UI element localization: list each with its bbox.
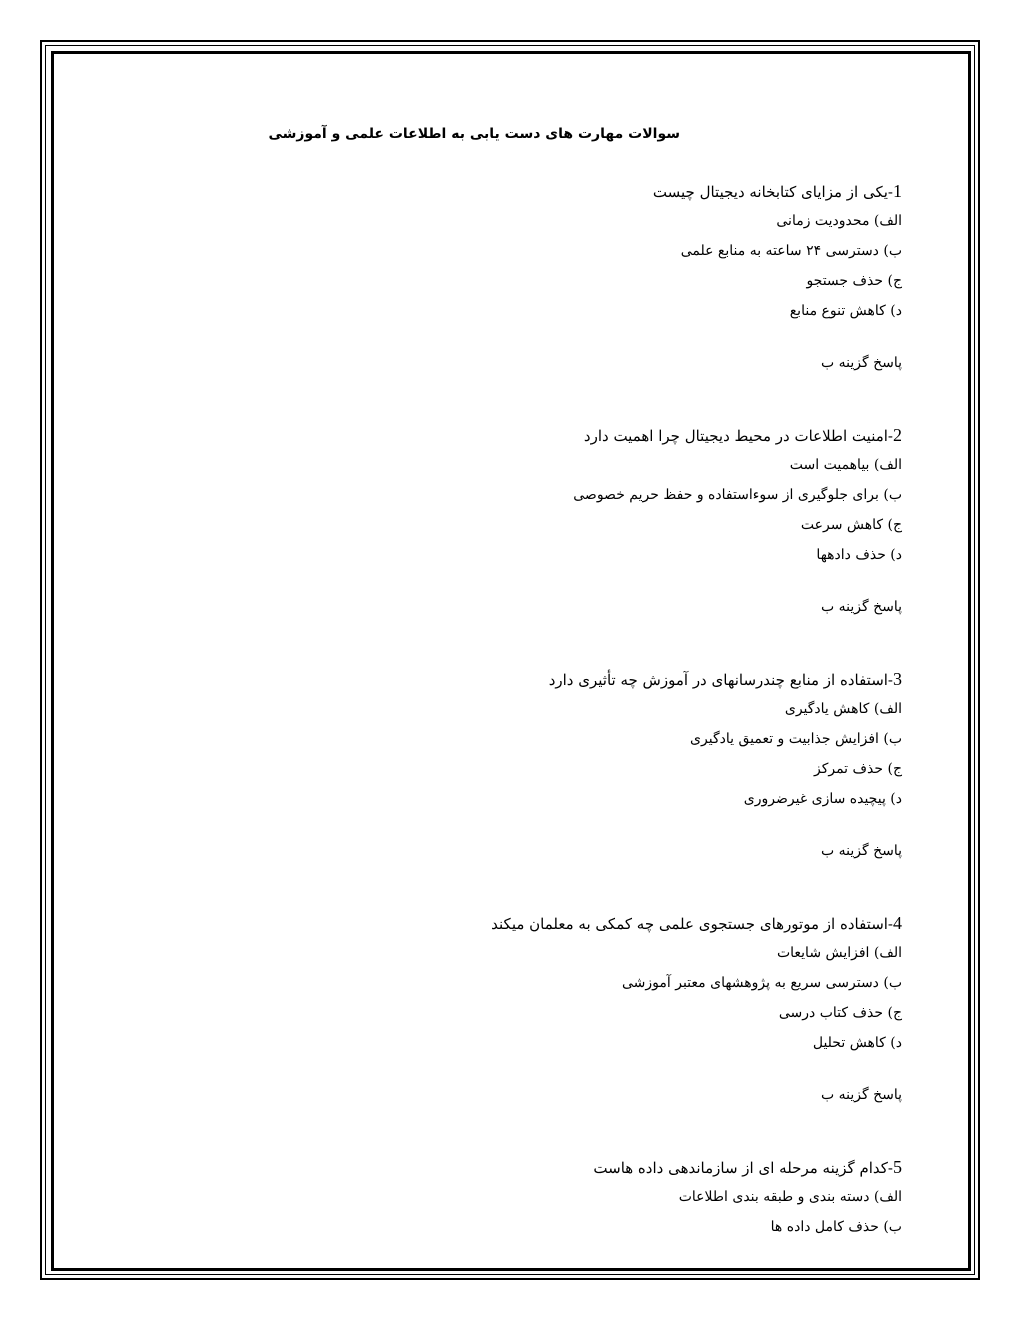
question-text: -یکی از مزایای کتابخانه دیجیتال چیست [652,183,893,201]
question-1 [182,176,902,378]
question-number: 1 [893,181,902,201]
answer-line: پاسخ گزینه ب [820,843,902,859]
option-b: ب) برای جلوگیری از سوءاستفاده و حفظ حریم خصوصی [573,487,902,503]
option-d: د) پیچیده سازی غیرضروری [743,791,902,807]
page-title: سوالات مهارت های دست یابی به اطلاعات علمی و آموزشی [268,126,680,142]
option-b: ب) دسترسی سریع به پژوهشهای معتبر آموزشی [622,975,902,991]
question-number: 5 [893,1157,902,1177]
option-a: الف) دسته بندی و طبقه بندی اطلاعات [678,1189,902,1205]
option-c: ج) حذف جستجو [806,273,902,289]
question-4 [182,908,902,1110]
option-c: ج) کاهش سرعت [800,517,902,533]
question-5 [182,1152,902,1242]
answer-line: پاسخ گزینه ب [820,355,902,371]
question-list [182,176,902,1242]
option-a: الف) کاهش یادگیری [784,701,902,717]
question-3 [182,664,902,866]
question-number: 3 [893,669,902,689]
question-number: 2 [893,425,902,445]
answer-line: پاسخ گزینه ب [820,1087,902,1103]
option-b: ب) افزایش جذابیت و تعمیق یادگیری [690,731,902,747]
question-text: -امنیت اطلاعات در محیط دیجیتال چرا اهمیت دارد [583,427,893,445]
answer-line: پاسخ گزینه ب [820,599,902,615]
question-text: -کدام گزینه مرحله ای از سازماندهی داده هاست [593,1159,893,1177]
option-c: ج) حذف تمرکز [813,761,902,777]
option-c: ج) حذف کتاب درسی [778,1005,902,1021]
question-text: -استفاده از موتورهای جستجوی علمی چه کمکی به معلمان میکند [491,915,893,933]
option-d: د) کاهش تحلیل [812,1035,902,1051]
option-a: الف) بیاهمیت است [789,457,902,473]
option-a: الف) محدودیت زمانی [776,213,902,229]
question-text: -استفاده از منابع چندرسانهای در آموزش چه تأثیری دارد [548,671,893,689]
option-a: الف) افزایش شایعات [776,945,902,961]
question-2 [182,420,902,622]
option-d: د) حذف دادهها [816,547,902,563]
question-number: 4 [893,913,902,933]
option-d: د) کاهش تنوع منابع [789,303,902,319]
option-b: ب) دسترسی ۲۴ ساعته به منابع علمی [680,243,902,259]
option-b: ب) حذف کامل داده ها [770,1219,902,1235]
